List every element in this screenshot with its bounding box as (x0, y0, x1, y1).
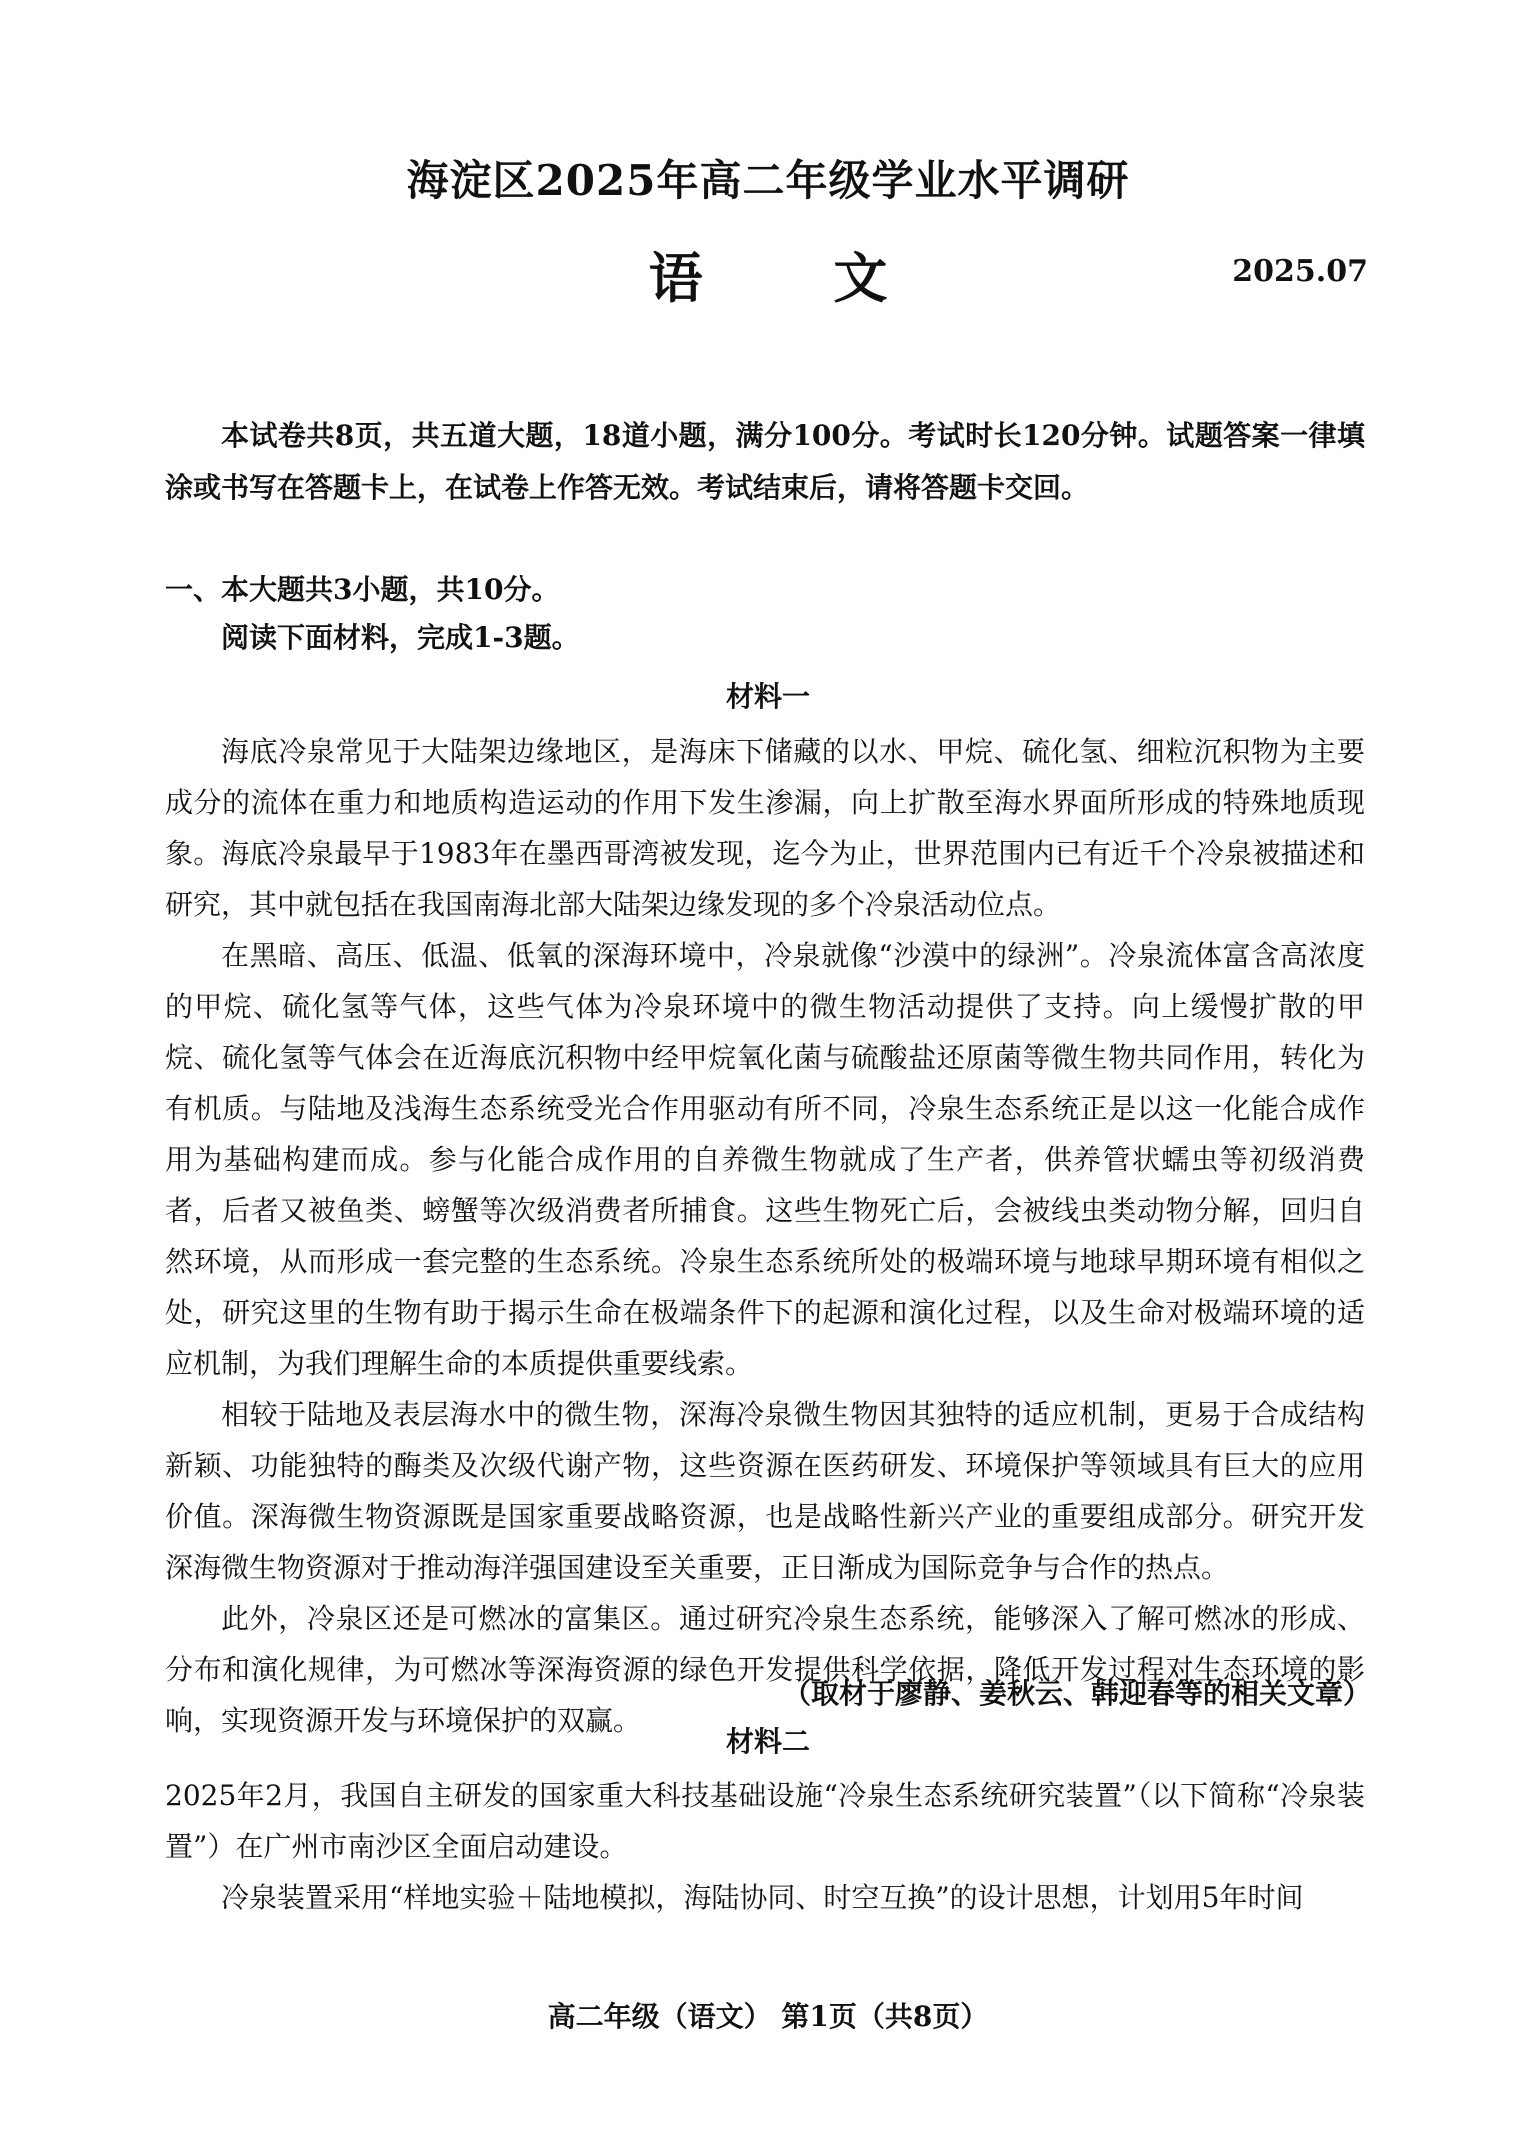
reading-instruction: 阅读下面材料，完成1-3题。 (221, 621, 580, 654)
material-two-title: 材料二 (725, 1725, 810, 1758)
material-one-title: 材料一 (725, 680, 810, 713)
material-one-paragraph: 在黑暗、高压、低温、低氧的深海环境中，冷泉就像“沙漠中的绿洲”。冷泉流体富含高浓度的甲烷、硫化氢等气体，这些气体为冷泉环境中的微生物活动提供了支持。向上缓慢扩散的甲烷、硫化氢等气体会在近海底沉积物中经甲烷氧化菌与硫酸盐还原菌等微生物共同作用，转化为有机质。与陆地及浅海生态系统受光合作用驱动有所不同，冷泉生态系统正是以这一化能合成作用为基础构建而成。参与化能合成作用的自养微生物就成了生产者，供养管状蠕虫等初级消费者，后者又被鱼类、螃蟹等次级消费者所捕食。这些生物死亡后，会被线虫类动物分解，回归自然环境，从而形成一套完整的生态系统。冷泉生态系统所处的极端环境与地球早期环境有相似之处，研究这里的生物有助于揭示生命在极端条件下的起源和演化过程，以及生命对极端环境的适应机制，为我们理解生命的本质提供重要线索。 (165, 939, 1365, 1380)
material-one-paragraph: 此外，冷泉区还是可燃冰的富集区。通过研究冷泉生态系统，能够深入了解可燃冰的形成、分布和演化规律，为可燃冰等深海资源的绿色开发提供科学依据，降低开发过程对生态环境的影响，实现资源开发与环境保护的双赢。 (165, 1602, 1365, 1737)
material-one-text (165, 726, 1365, 1746)
page-footer: 高二年级（语文） 第1页（共8页） (547, 2000, 989, 2033)
material-one-paragraph: 相较于陆地及表层海水中的微生物，深海冷泉微生物因其独特的适应机制，更易于合成结构新颖、功能独特的酶类及次级代谢产物，这些资源在医药研发、环境保护等领域具有巨大的应用价值。深海微生物资源既是国家重要战略资源，也是战略性新兴产业的重要组成部分。研究开发深海微生物资源对于推动海洋强国建设至关重要，正日渐成为国际竞争与合作的热点。 (165, 1398, 1365, 1584)
material-one-source: （取材于廖静、姜秋云、韩迎春等的相关文章） (782, 1677, 1371, 1710)
exam-date: 2025.07 (1232, 254, 1368, 289)
exam-title: 海淀区2025年高二年级学业水平调研 (406, 156, 1130, 205)
material-two-text (165, 1770, 1365, 1923)
material-one-paragraph: 海底冷泉常见于大陆架边缘地区，是海床下储藏的以水、甲烷、硫化氢、细粒沉积物为主要成分的流体在重力和地质构造运动的作用下发生渗漏，向上扩散至海水界面所形成的特殊地质现象。海底冷泉最早于1983年在墨西哥湾被发现，迄今为止，世界范围内已有近千个冷泉被描述和研究，其中就包括在我国南海北部大陆架边缘发现的多个冷泉活动位点。 (165, 735, 1365, 921)
exam-instructions: 本试卷共8页，共五道大题，18道小题，满分100分。考试时长120分钟。试题答案一律填涂或书写在答题卡上，在试卷上作答无效。考试结束后，请将答题卡交回。 (165, 419, 1365, 504)
material-two-paragraph: 2025年2月，我国自主研发的国家重大科技基础设施“冷泉生态系统研究装置”（以下简称“冷泉装置”）在广州市南沙区全面启动建设。 (165, 1779, 1365, 1863)
section-heading: 一、本大题共3小题，共10分。 (165, 573, 560, 606)
subject-title: 语 文 (648, 246, 944, 310)
material-two-paragraph: 冷泉装置采用“样地实验＋陆地模拟，海陆协同、时空互换”的设计思想，计划用5年时间 (221, 1881, 1304, 1914)
